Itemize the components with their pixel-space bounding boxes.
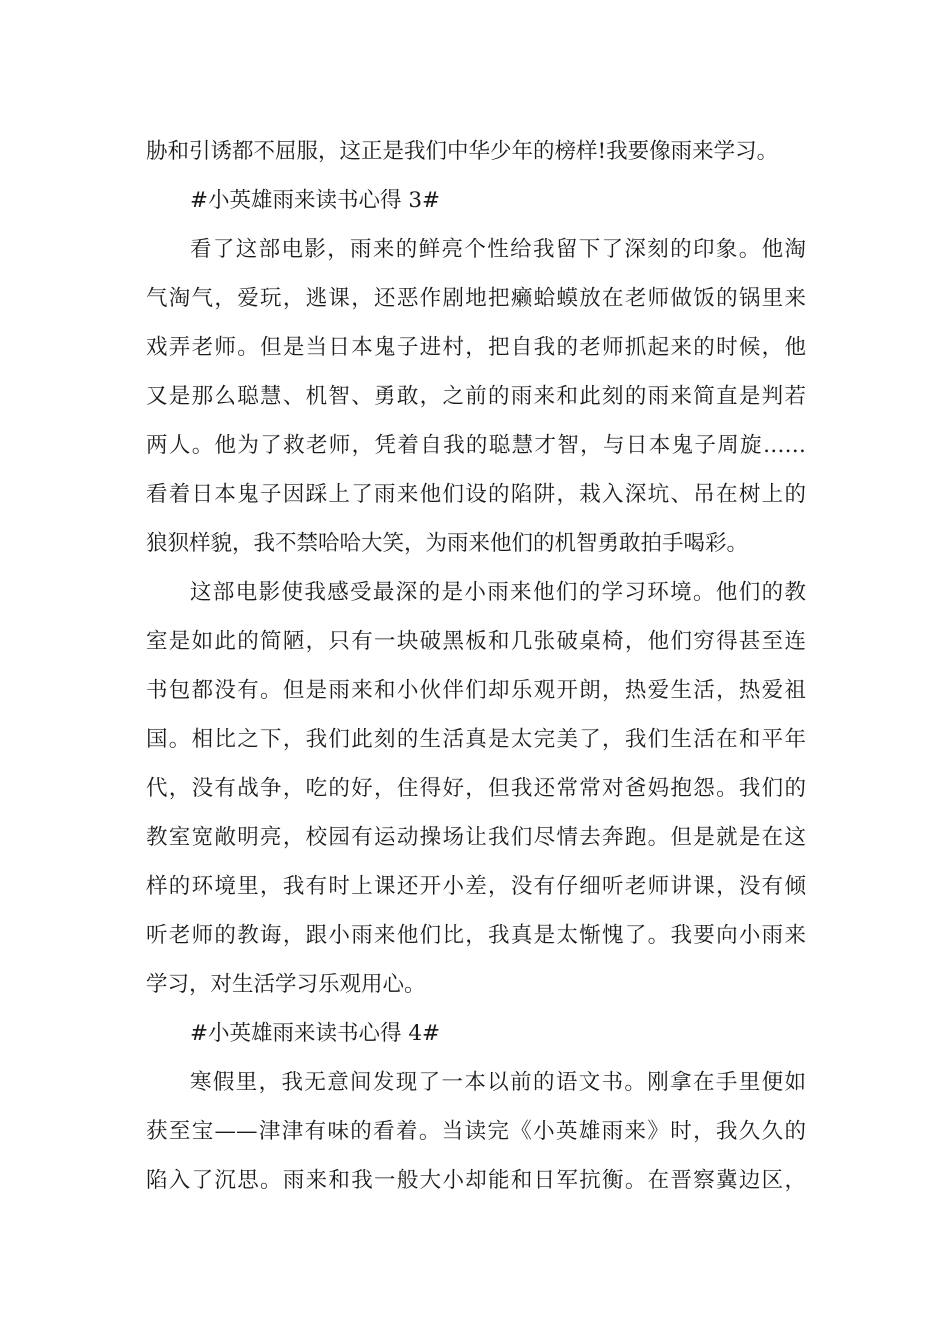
text-line: 胁和引诱都不屈服，这正是我们中华少年的榜样!我要像雨来学习。 bbox=[146, 139, 779, 164]
text-line: 又是那么聪慧、机智、勇敢，之前的雨来和此刻的雨来简直是判若 bbox=[146, 384, 806, 409]
text-line: 看了这部电影，雨来的鲜亮个性给我留下了深刻的印象。他淘 bbox=[190, 237, 806, 262]
text-line: 看着日本鬼子因踩上了雨来他们设的陷阱，栽入深坑、吊在树上的 bbox=[146, 482, 806, 507]
text-line: 寒假里，我无意间发现了一本以前的语文书。刚拿在手里便如 bbox=[190, 1070, 806, 1095]
text-line: 听老师的教诲，跟小雨来他们比，我真是太惭愧了。我要向小雨来 bbox=[146, 923, 806, 948]
text-line: 室是如此的简陋，只有一块破黑板和几张破桌椅，他们穷得甚至连 bbox=[146, 629, 806, 654]
text-line: 代，没有战争，吃的好，住得好，但我还常常对爸妈抱怨。我们的 bbox=[146, 776, 806, 801]
text-line: 学习，对生活学习乐观用心。 bbox=[146, 972, 426, 997]
body-text bbox=[146, 127, 806, 1205]
text-line: 书包都没有。但是雨来和小伙伴们却乐观开朗，热爱生活，热爱祖 bbox=[146, 678, 806, 703]
text-line: 陷入了沉思。雨来和我一般大小却能和日军抗衡。在晋察冀边区， bbox=[146, 1168, 806, 1193]
text-line: 狼狈样貌，我不禁哈哈大笑，为雨来他们的机智勇敢拍手喝彩。 bbox=[146, 531, 749, 556]
text-line: 获至宝——津津有味的看着。当读完《小英雄雨来》时，我久久的 bbox=[146, 1119, 806, 1144]
section-heading: #小英雄雨来读书心得 4# bbox=[190, 1021, 441, 1046]
text-line: 戏弄老师。但是当日本鬼子进村，把自我的老师抓起来的时候，他 bbox=[146, 335, 806, 360]
section-heading: #小英雄雨来读书心得 3# bbox=[190, 188, 441, 213]
text-line: 两人。他为了救老师，凭着自我的聪慧才智，与日本鬼子周旋…… bbox=[146, 433, 806, 458]
text-line: 教室宽敞明亮，校园有运动操场让我们尽情去奔跑。但是就是在这 bbox=[146, 825, 806, 850]
text-line: 气淘气，爱玩，逃课，还恶作剧地把癞蛤蟆放在老师做饭的锅里来 bbox=[146, 286, 806, 311]
text-line: 这部电影使我感受最深的是小雨来他们的学习环境。他们的教 bbox=[190, 580, 806, 605]
text-line: 样的环境里，我有时上课还开小差，没有仔细听老师讲课，没有倾 bbox=[146, 874, 806, 899]
text-line: 国。相比之下，我们此刻的生活真是太完美了，我们生活在和平年 bbox=[146, 727, 806, 752]
